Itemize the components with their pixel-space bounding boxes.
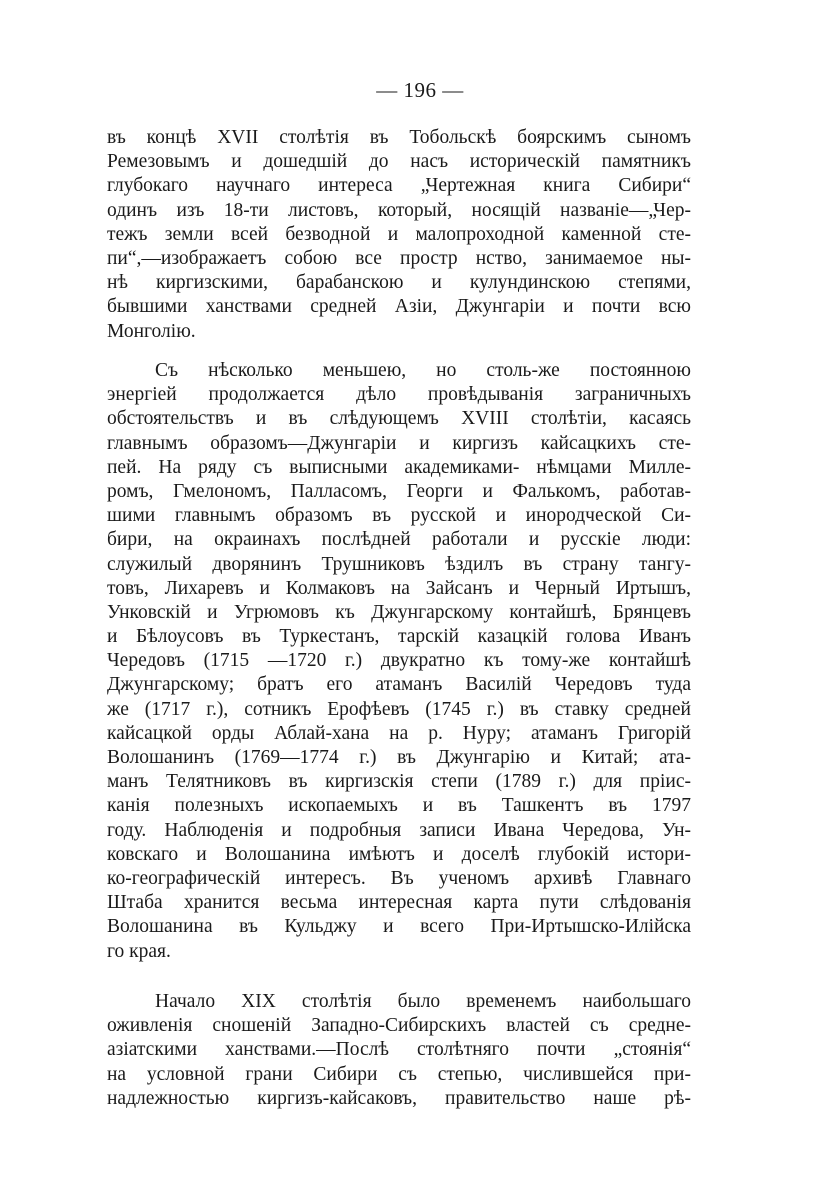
text-line: главнымъ образомъ—Джунгаріи и киргизъ кайсацкихъ сте-: [107, 432, 691, 454]
text-line: манъ Телятниковъ въ киргизскія степи (1789 г.) для пріис-: [107, 771, 691, 793]
text-line: Джунгарскому; братъ его атаманъ Василій Чередовъ туда: [107, 674, 691, 696]
text-line: глубокаго научнаго интереса „Чертежная книга Сибири“: [107, 175, 691, 197]
text-line: Штаба хранится весьма интересная карта пути слѣдованія: [107, 892, 691, 914]
text-line: канія полезныхъ ископаемыхъ и въ Ташкентъ въ 1797: [107, 795, 691, 817]
text-line: и Бѣлоусовъ въ Туркестанъ, тарскій казацкій голова Иванъ: [107, 626, 691, 648]
text-line: Унковскій и Угрюмовъ къ Джунгарскому контайшѣ, Брянцевъ: [107, 601, 691, 623]
text-line: Волошанинъ (1769—1774 г.) въ Джунгарію и Китай; ата-: [107, 747, 691, 768]
text-line: году. Наблюденія и подробныя записи Ивана Чередова, Ун-: [107, 819, 691, 841]
text-line: бывшими ханствами средней Азіи, Джунгаріи и почти всю: [107, 296, 691, 318]
paragraph: [107, 359, 691, 964]
text-line: бири, на окраинахъ послѣдней работали и русскіе люди:: [107, 529, 691, 551]
text-line: ко-географическій интересъ. Въ ученомъ архивѣ Главнаго: [107, 867, 691, 889]
paragraph: [107, 126, 691, 344]
text-line: Волошанина въ Кульджу и всего При-Иртышско-Илійска: [107, 916, 691, 938]
text-line: нѣ киргизскими, барабанскою и кулундинскою степями,: [107, 272, 691, 294]
text-line: надлежностью киргизъ-кайсаковъ, правительство наше рѣ-: [107, 1087, 691, 1109]
text-line: пи“,—изображаетъ собою все простр нство, занимаемое ны-: [107, 247, 691, 269]
text-line: Чередовъ (1715 —1720 г.) двукратно къ тому-же контайшѣ: [107, 650, 691, 672]
text-line: энергіей продолжается дѣло провѣдыванія заграничныхъ: [107, 384, 691, 406]
text-line: Ремезовымъ и дошедшій до насъ историческій памятникъ: [107, 151, 691, 173]
text-line: азіатскими ханствами.—Послѣ столѣтняго почти „стоянія“: [107, 1039, 691, 1061]
text-line: одинъ изъ 18-ти листовъ, который, носящій названіе—„Чер-: [107, 199, 691, 221]
text-line: на условной грани Сибири съ степью, числившейся при-: [107, 1063, 691, 1085]
text-line: ромъ, Гмелономъ, Палласомъ, Георги и Фалькомъ, работав-: [107, 480, 691, 502]
text-line: же (1717 г.), сотникъ Ерофѣевъ (1745 г.) въ ставку средней: [107, 698, 691, 720]
text-line: въ концѣ XVII столѣтія въ Тобольскѣ боярскимъ сыномъ: [107, 127, 691, 148]
text-line: Съ нѣсколько меньшею, но столь-же постоянною: [155, 360, 691, 381]
text-line: ковскаго и Волошанина имѣютъ и доселѣ глубокій истори-: [107, 843, 691, 865]
text-line: го края.: [107, 940, 171, 962]
page-number: — 196 —: [376, 78, 464, 102]
text-line: Монголію.: [107, 320, 196, 342]
text-line: кайсацкой орды Аблай-хана на р. Нуру; атаманъ Григорій: [107, 722, 691, 744]
text-line: шими главнымъ образомъ въ русской и инородческой Си-: [107, 505, 691, 527]
paragraph: [107, 990, 691, 1111]
text-line: служилый дворянинъ Трушниковъ ѣздилъ въ страну тангу-: [107, 553, 691, 575]
text-line: пей. На ряду съ выписными академиками- нѣмцами Милле-: [107, 456, 691, 478]
text-line: обстоятельствъ и въ слѣдующемъ XVIII столѣтіи, касаясь: [107, 408, 691, 430]
text-line: тежъ земли всей безводной и малопроходной каменной сте-: [107, 223, 691, 245]
text-line: оживленія сношеній Западно-Сибирскихъ властей съ средне-: [107, 1015, 691, 1037]
text-line: товъ, Лихаревъ и Колмаковъ на Зайсанъ и Черный Иртышъ,: [107, 577, 691, 599]
text-line: Начало XIX столѣтія было временемъ наибольшаго: [155, 991, 691, 1012]
